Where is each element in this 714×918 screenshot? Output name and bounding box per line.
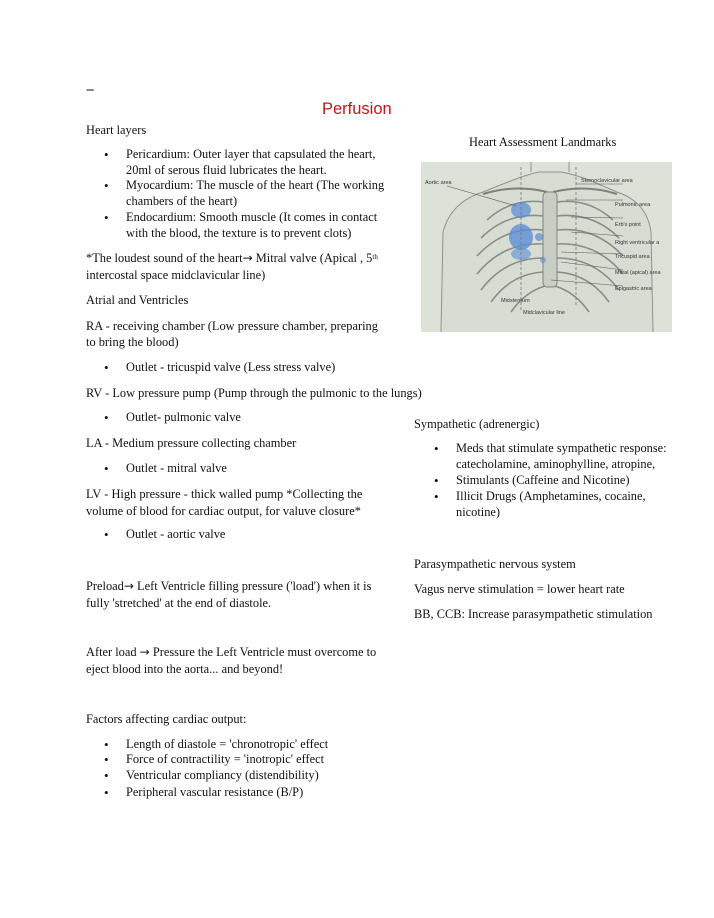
- page-dash: --: [86, 82, 94, 97]
- list-item: • Meds that stimulate sympathetic response: catecholamine, aminophylline, atropine,: [434, 441, 667, 471]
- rv-text: RV - Low pressure pump (Pump through the pulmonic to the lungs): [86, 386, 422, 400]
- list-item: • Endocardium: Smooth muscle (It comes in contact with the blood, the texture is to prevent clots): [104, 210, 378, 240]
- figure-label: Erb's point: [615, 222, 641, 228]
- list-item: • Stimulants (Caffeine and Nicotine): [434, 473, 630, 488]
- list-item: • Illicit Drugs (Amphetamines, cocaine, nicotine): [434, 489, 646, 519]
- bullet-icon: •: [104, 210, 109, 225]
- bullet-icon: •: [104, 527, 109, 542]
- sympathetic-heading: Sympathetic (adrenergic): [414, 417, 540, 431]
- figure-label: Right ventricular a: [615, 240, 660, 246]
- bullet-icon: •: [434, 489, 439, 504]
- figure-caption: Heart Assessment Landmarks: [469, 135, 617, 149]
- bullet-icon: •: [104, 147, 109, 162]
- bullet-icon: •: [104, 785, 109, 800]
- lv-text: LV - High pressure - thick walled pump *Collecting the: [86, 487, 363, 501]
- bullet-icon: •: [104, 768, 109, 783]
- loudest-sound-text: *The loudest sound of the heart→ Mitral valve (Apical , 5th: [86, 251, 378, 265]
- list-item: • Force of contractility = 'inotropic' effect: [104, 752, 325, 767]
- ra-text: RA - receiving chamber (Low pressure chamber, preparing: [86, 319, 378, 333]
- heart-layers-heading: Heart layers: [86, 123, 147, 137]
- list-item: • Ventricular compliancy (distendibility): [104, 768, 319, 783]
- atrial-heading: Atrial and Ventricles: [86, 293, 189, 307]
- loudest-sound-text-cont: intercostal space midclavicular line): [86, 268, 266, 282]
- figure-label: Aortic area: [425, 180, 452, 186]
- figure-label: Mitral (apical) area: [615, 270, 661, 276]
- list-item: • Length of diastole = 'chronotropic' effect: [104, 737, 329, 752]
- list-item: • Pericardium: Outer layer that capsulated the heart, 20ml of serous fluid lubricates the heart.: [104, 147, 376, 177]
- bullet-icon: •: [104, 360, 109, 375]
- page-title: Perfusion: [322, 100, 392, 118]
- arrow-right-icon: →: [123, 579, 134, 593]
- heart-landmarks-image: [421, 162, 672, 332]
- lv-text-cont: volume of blood for cardiac output, for valuve closure*: [86, 504, 361, 518]
- bb-ccb-text: BB, CCB: Increase parasympathetic stimulation: [414, 607, 653, 621]
- bullet-icon: •: [104, 752, 109, 767]
- factors-heading: Factors affecting cardiac output:: [86, 712, 247, 726]
- figure-label: Sternoclavicular area: [581, 178, 633, 184]
- vagus-text: Vagus nerve stimulation = lower heart rate: [414, 582, 625, 596]
- bullet-icon: •: [434, 473, 439, 488]
- bullet-icon: •: [104, 178, 109, 193]
- list-item: • Outlet - mitral valve: [104, 461, 227, 476]
- figure-label: Tricuspid area: [615, 254, 650, 260]
- ra-text-cont: to bring the blood): [86, 335, 179, 349]
- figure-label: Midsternum: [501, 298, 530, 304]
- afterload-text: After load → Pressure the Left Ventricle must overcome to: [86, 645, 377, 659]
- list-item: • Peripheral vascular resistance (B/P): [104, 785, 304, 800]
- preload-text-cont: fully 'stretched' at the end of diastole.: [86, 596, 272, 610]
- list-item: • Outlet - tricuspid valve (Less stress valve): [104, 360, 336, 375]
- bullet-icon: •: [104, 410, 109, 425]
- arrow-right-icon: →: [139, 645, 150, 659]
- figure-label: Midclavicular line: [523, 310, 565, 316]
- bullet-icon: •: [104, 461, 109, 476]
- la-text: LA - Medium pressure collecting chamber: [86, 436, 297, 450]
- figure-label: Epigastric area: [615, 286, 652, 292]
- list-item: • Outlet- pulmonic valve: [104, 410, 241, 425]
- bullet-icon: •: [434, 441, 439, 456]
- arrow-right-icon: →: [242, 251, 253, 265]
- parasympathetic-heading: Parasympathetic nervous system: [414, 557, 576, 571]
- list-item: • Outlet - aortic valve: [104, 527, 226, 542]
- list-item: • Myocardium: The muscle of the heart (The working chambers of the heart): [104, 178, 385, 208]
- bullet-icon: •: [104, 737, 109, 752]
- preload-text: Preload→ Left Ventricle filling pressure ('load') when it is: [86, 579, 372, 593]
- afterload-text-cont: eject blood into the aorta... and beyond!: [86, 662, 284, 676]
- figure-label: Pulmonic area: [615, 202, 651, 208]
